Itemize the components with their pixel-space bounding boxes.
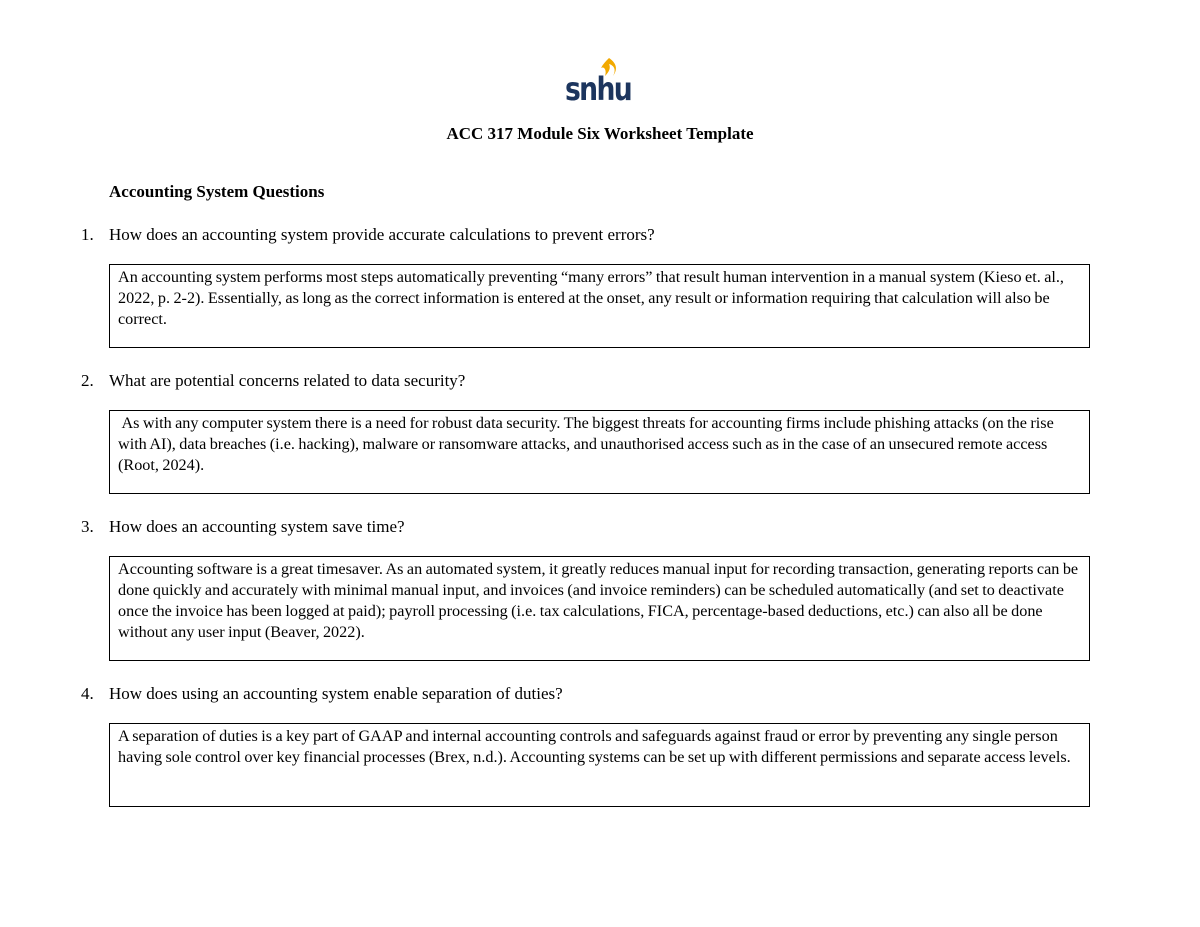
flame-icon <box>563 56 635 108</box>
question-number: 1. <box>81 225 94 244</box>
answer-box-4[interactable] <box>109 723 1090 807</box>
question-number: 4. <box>81 684 94 703</box>
snhu-logo <box>563 56 635 108</box>
question-number: 2. <box>81 371 94 390</box>
question-text: How does an accounting system provide accurate calculations to prevent errors? <box>109 225 655 244</box>
section-heading: Accounting System Questions <box>109 182 325 201</box>
answer-box-3[interactable] <box>109 556 1090 661</box>
question-number: 3. <box>81 517 94 536</box>
question-1 <box>81 224 655 246</box>
question-text: How does using an accounting system enable separation of duties? <box>109 684 563 703</box>
logo-text: snhu <box>565 70 632 108</box>
answer-text: Accounting software is a great timesaver. As an automated system, it greatly reduces manual input for recording transaction, generating reports can be done quickly and accurately with minimal manual input, and invoices (and invoice reminders) can be scheduled automatically (and set to deactivate once the invoice has been logged at paid); payroll processing (i.e. tax calculations, FICA, percentage-based deductions, etc.) can also all be done without any user input (Beaver, 2022). <box>118 560 1079 641</box>
answer-text: An accounting system performs most steps automatically preventing “many errors” that result human intervention in a manual system (Kieso et. al., 2022, p. 2-2). Essentially, as long as the correct information is entered at the onset, any result or information requiring that calculation will also be correct. <box>118 268 1064 328</box>
question-text: How does an accounting system save time? <box>109 517 405 536</box>
question-3 <box>81 516 405 538</box>
answer-box-2[interactable] <box>109 410 1090 494</box>
answer-box-1[interactable] <box>109 264 1090 348</box>
question-4 <box>81 683 563 705</box>
answer-text: As with any computer system there is a need for robust data security. The biggest threats for accounting firms include phishing attacks (on the rise with AI), data breaches (i.e. hacking), malware or ransomware attacks, and unauthorised access such as in the case of an unsecured remote access (Root, 2024). <box>118 414 1058 474</box>
answer-text: A separation of duties is a key part of GAAP and internal accounting controls and safeguards against fraud or error by preventing any single person having sole control over key financial processes (Brex, n.d.). Accounting systems can be set up with different permissions and separate access levels. <box>118 727 1071 766</box>
question-2 <box>81 370 465 392</box>
question-text: What are potential concerns related to data security? <box>109 371 466 390</box>
page-title: ACC 317 Module Six Worksheet Template <box>446 124 754 143</box>
